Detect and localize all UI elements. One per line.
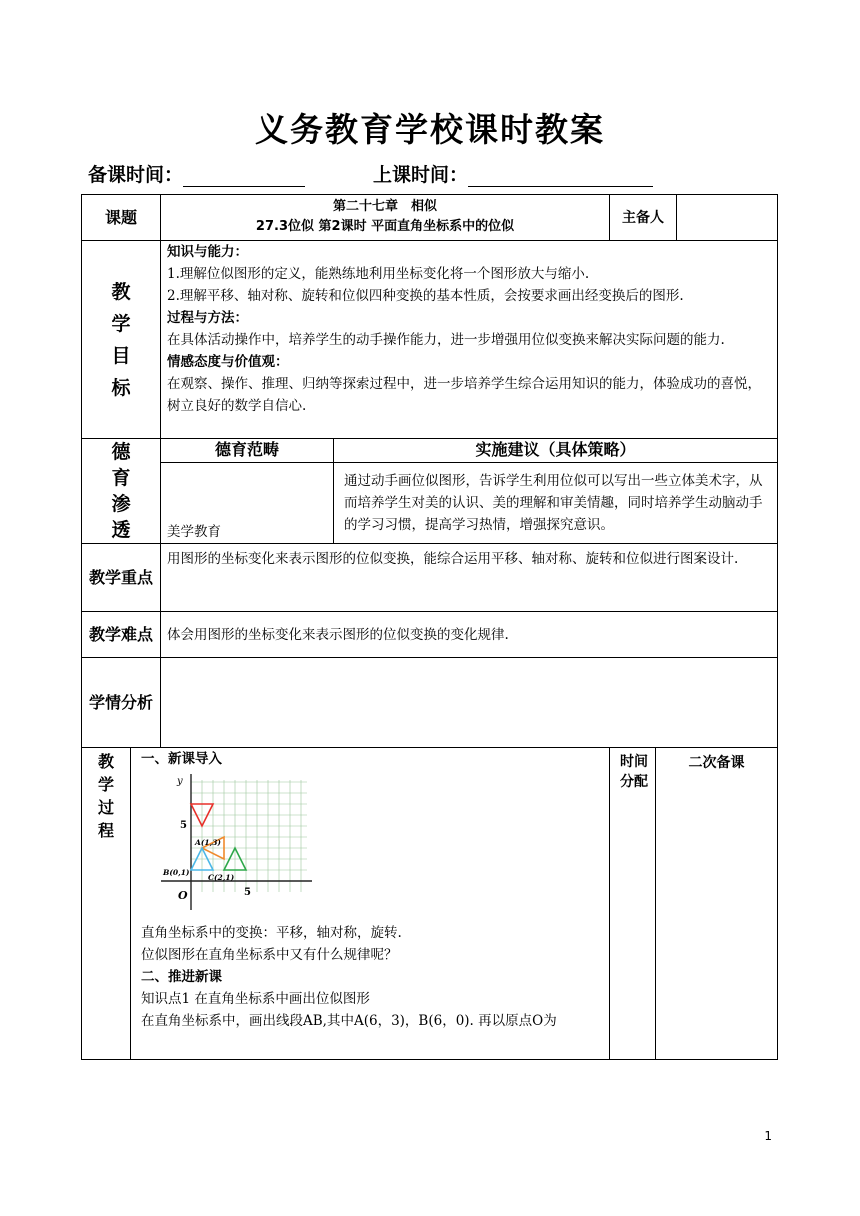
goals-line-4: 在观察、操作、推理、归纳等探索过程中，进一步培养学生综合运用知识的能力，体验成功的喜悦，树立良好的数学自信心. — [167, 376, 762, 414]
tick-5-y: 5 — [180, 820, 187, 831]
point-b-label: B(0,1) — [163, 868, 190, 877]
page-title: 义务教育学校课时教案 — [255, 110, 605, 149]
moral-header-row — [82, 439, 778, 463]
key-point-label: 教学重点 — [82, 544, 161, 612]
point-a-label: A(1,3) — [195, 838, 221, 847]
prep-time-row — [88, 160, 305, 187]
preparer-value[interactable] — [677, 195, 778, 241]
process-row — [82, 748, 778, 1060]
prep-time-blank[interactable] — [183, 166, 305, 187]
key-point-text: 用图形的坐标变化来表示图形的位似变换，能综合运用平移、轴对称、旋转和位似进行图案设计. — [161, 544, 778, 612]
goals-content — [161, 241, 778, 439]
coordinate-figure — [157, 772, 317, 914]
goals-line-1: 1.理解位似图形的定义，能熟练地利用坐标变化将一个图形放大与缩小. — [167, 266, 590, 282]
topic-title-cell — [161, 195, 610, 241]
goals-line-2: 2.理解平移、轴对称、旋转和位似四种变换的基本性质，会按要求画出经变换后的图形. — [167, 288, 684, 304]
origin-label: O — [178, 889, 188, 902]
class-time-row — [373, 160, 653, 187]
prep-time-label: 备课时间： — [88, 164, 184, 186]
class-time-blank[interactable] — [468, 166, 653, 187]
intro-text-2: 位似图形在直角坐标系中又有什么规律呢？ — [141, 947, 398, 963]
difficulty-text: 体会用图形的坐标变化来表示图形的位似变换的变化规律. — [161, 612, 778, 658]
point-c-label: C(2,1) — [208, 873, 235, 882]
process-label: 教 学 过 程 — [82, 748, 131, 1060]
topic-lesson: 27.3位似 第2课时 平面直角坐标系中的位似 — [255, 219, 515, 234]
analysis-label: 学情分析 — [82, 658, 161, 748]
moral-content-row — [82, 463, 778, 544]
topic-label: 课题 — [82, 195, 161, 241]
difficulty-label: 教学难点 — [82, 612, 161, 658]
analysis-text[interactable] — [161, 658, 778, 748]
y-axis-label: y — [177, 776, 183, 787]
goals-row — [82, 241, 778, 439]
goals-label: 教 学 目 标 — [82, 241, 161, 439]
second-prep-label: 二次备课 — [656, 748, 778, 1060]
goals-line-3: 在具体活动操作中，培养学生的动手操作能力，进一步增强用位似变换来解决实际问题的能力. — [167, 332, 725, 348]
goals-heading-process: 过程与方法： — [167, 310, 249, 326]
topic-chapter: 第二十七章 相似 — [333, 199, 438, 214]
preparer-label: 主备人 — [610, 195, 677, 241]
section-intro-heading: 一、新课导入 — [141, 751, 222, 767]
lesson-plan-table — [81, 194, 778, 1060]
moral-category: 美学教育 — [161, 463, 334, 544]
topic-row — [82, 195, 778, 241]
intro-text-1: 直角坐标系中的变换：平移，轴对称，旋转. — [141, 925, 402, 941]
key-point-row — [82, 544, 778, 612]
difficulty-row — [82, 612, 778, 658]
knowledge-point-1: 知识点1 在直角坐标系中画出位似图形 — [141, 991, 370, 1007]
moral-col2-header: 实施建议（具体策略） — [334, 439, 778, 463]
process-content — [131, 748, 610, 1060]
page-number: 1 — [764, 1129, 772, 1143]
tick-5-x: 5 — [244, 887, 251, 898]
class-time-label: 上课时间： — [373, 164, 469, 186]
analysis-row — [82, 658, 778, 748]
moral-label: 德 育 渗 透 — [82, 439, 161, 544]
moral-strategy: 通过动手画位似图形，告诉学生利用位似可以写出一些立体美术字，从而培养学生对美的认识、美的理解和审美情趣，同时培养学生动脑动手的学习习惯，提高学习热情，增强探究意识。 — [334, 463, 778, 544]
section-new-heading: 二、推进新课 — [141, 969, 222, 985]
time-allocation-label: 时间分配 — [610, 748, 656, 1060]
task-text: 在直角坐标系中，画出线段AB,其中A(6，3)，B(6，0). 再以原点O为 — [141, 1013, 557, 1029]
goals-heading-emotion: 情感态度与价值观： — [167, 354, 289, 370]
goals-heading-knowledge: 知识与能力： — [167, 244, 249, 260]
moral-col1-header: 德育范畴 — [161, 439, 334, 463]
